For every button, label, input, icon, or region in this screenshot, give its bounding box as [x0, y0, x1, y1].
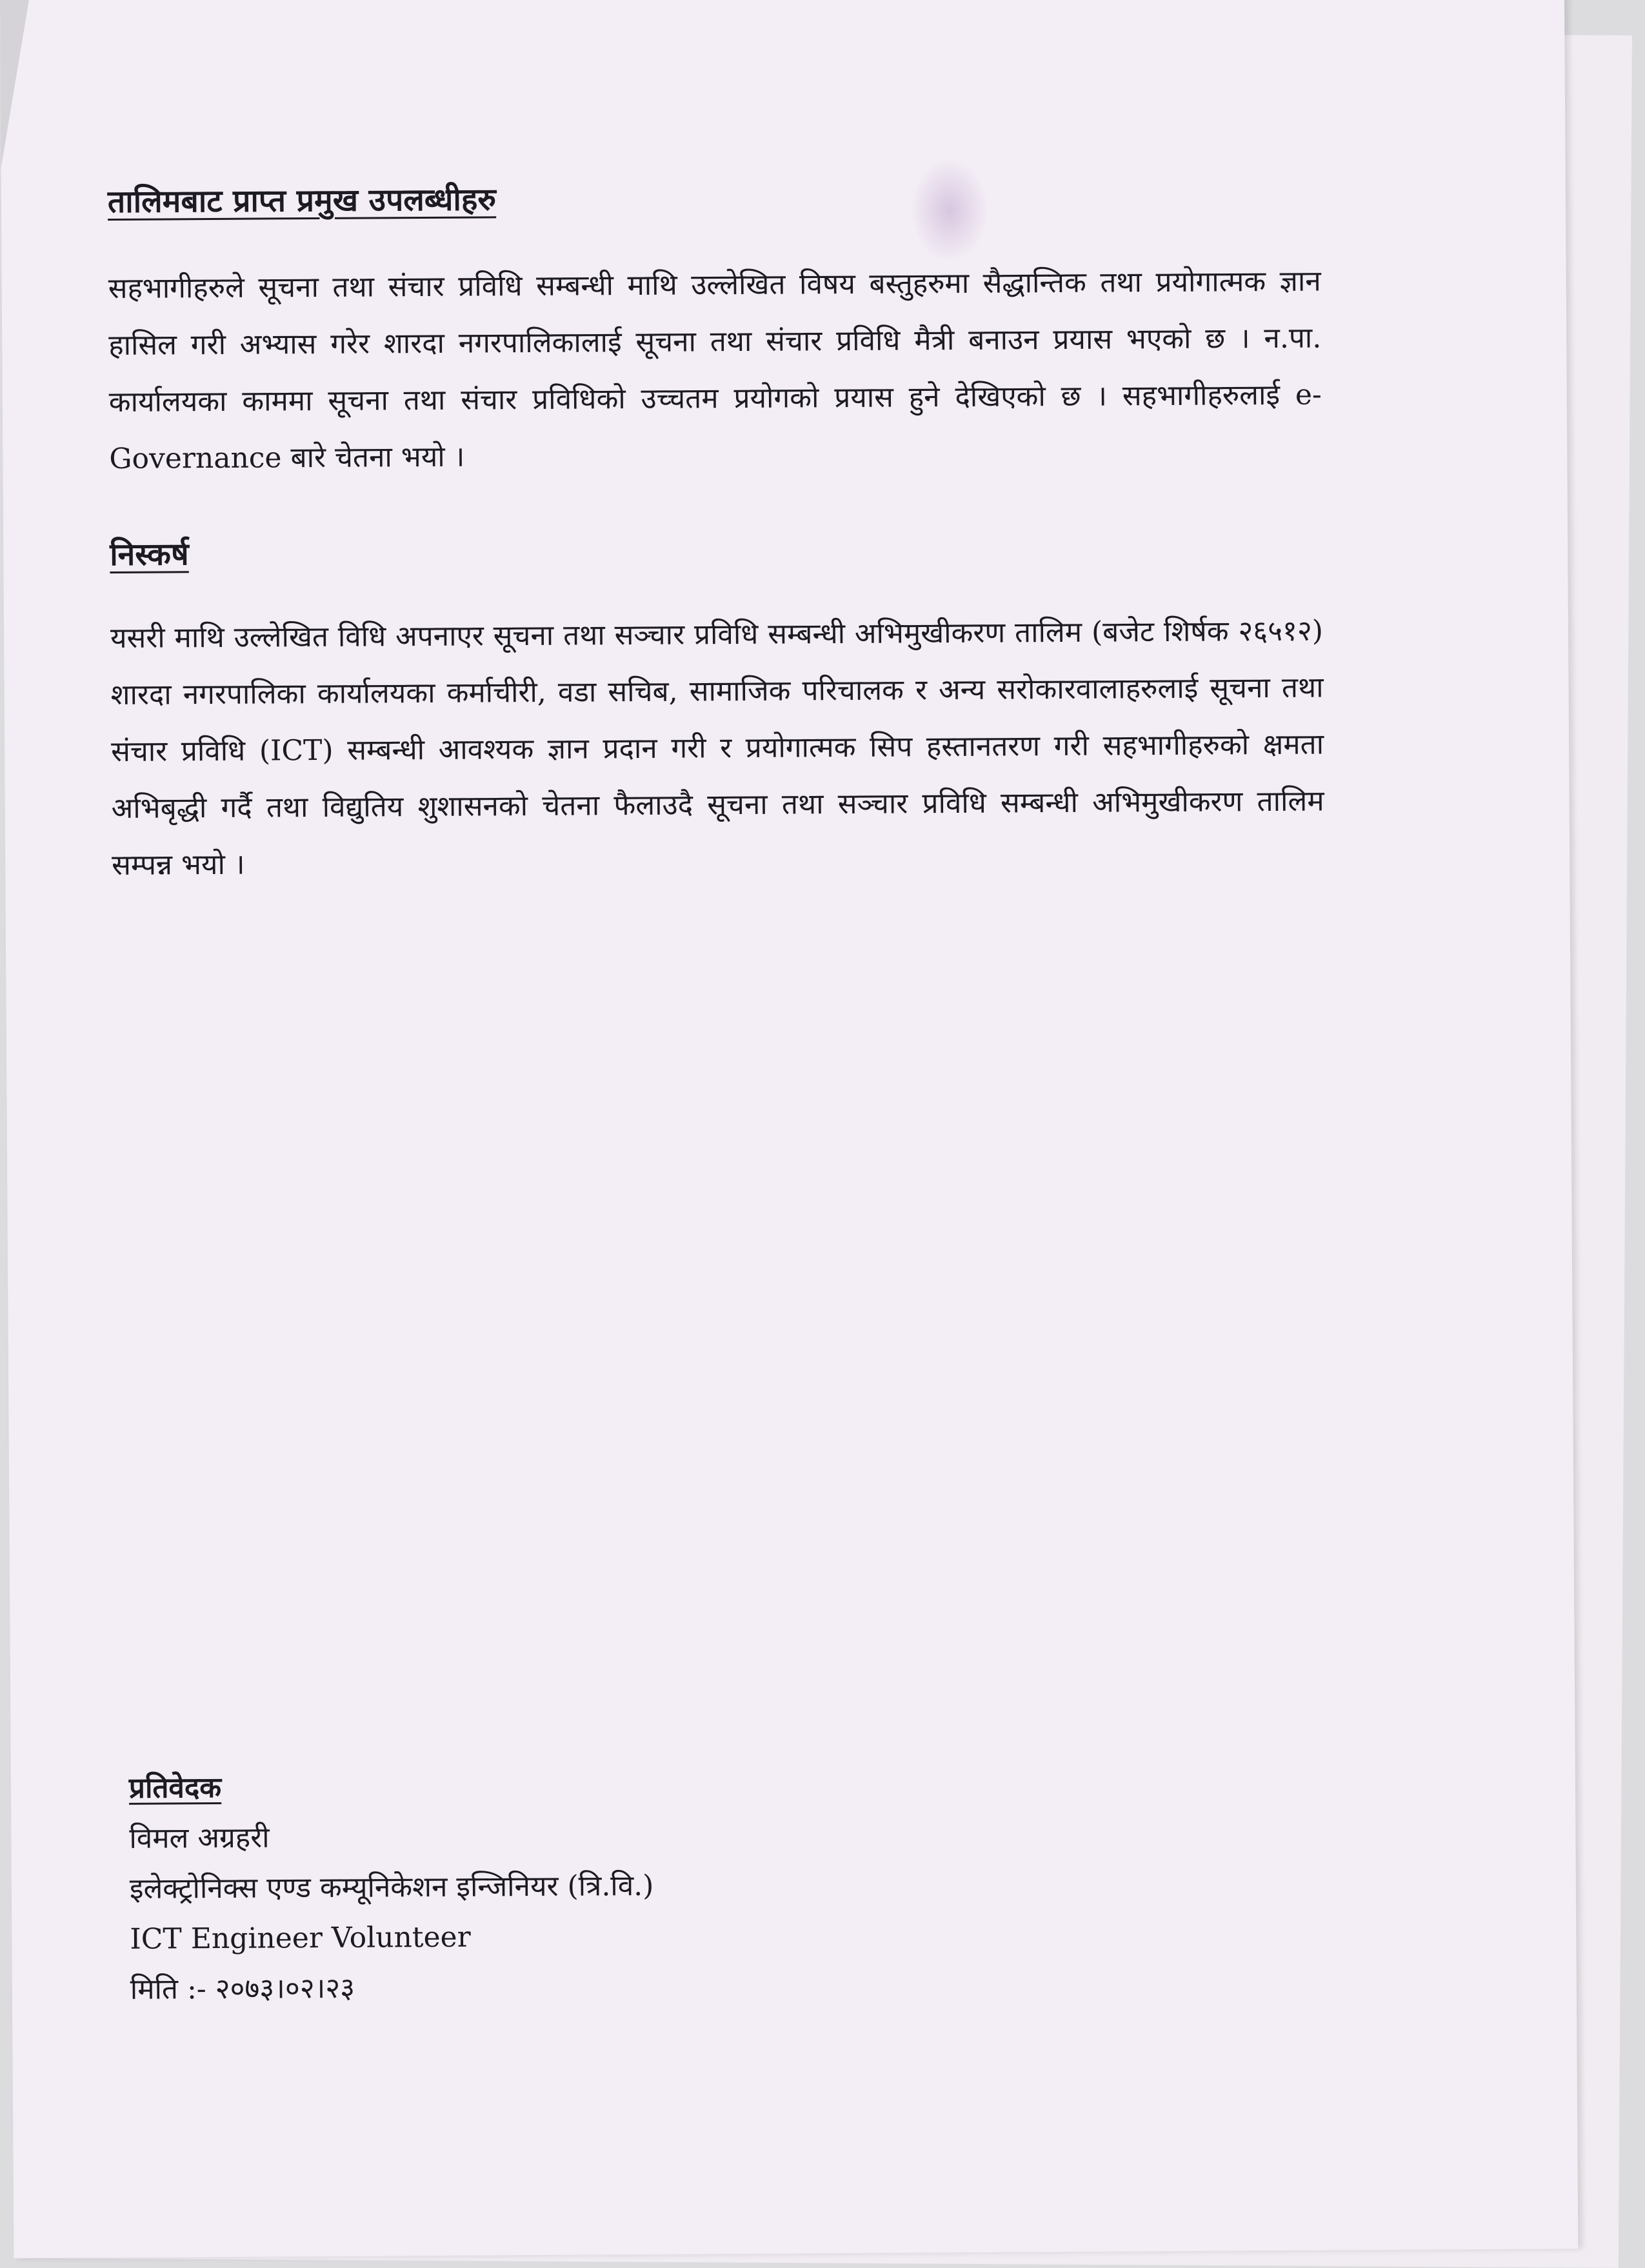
section-heading-conclusion: निस्कर्ष: [110, 536, 189, 573]
report-date: मिति :- २०७३।०२।२३: [130, 1971, 355, 2006]
reporter-role: ICT Engineer Volunteer: [130, 1920, 471, 1956]
achievements-paragraph: सहभागीहरुले सूचना तथा संचार प्रविधि सम्बन्धी माथि उल्लेखित विषय बस्तुहरुमा सैद्धान्तिक तथा प्रयोगात्मक ज्ञान हासिल गरी अभ्यास गरेर शारदा नगरपालिकालाई सूचना तथा संचार प्रविधि मैत्री बनाउन प्रयास भएको छ । न.पा. कार्यालयका काममा सूचना तथा संचार प्रविधिको उच्चतम प्रयोगको प्रयास हुने देखिएको छ । सहभागीहरुलाई e-Governance बारे चेतना भयो ।: [108, 264, 1322, 475]
page-corner-fold: [0, 0, 30, 168]
conclusion-paragraph: यसरी माथि उल्लेखित विधि अपनाएर सूचना तथा सञ्चार प्रविधि सम्बन्धी अभिमुखीकरण तालिम (बजेट शिर्षक २६५१२) शारदा नगरपालिका कार्यालयका कर्माचीरी, वडा सचिब, सामाजिक परिचालक र अन्य सरोकारवालाहरुलाई सूचना तथा संचार प्रविधि (ICT) सम्बन्धी आवश्यक ज्ञान प्रदान गरी र प्रयोगात्मक सिप हस्तानतरण गरी सहभागीहरुको क्षमता अभिबृद्धी गर्दै तथा विद्युतिय शुशासनको चेतना फैलाउदै सूचना तथा सञ्चार प्रविधि सम्बन्धी अभिमुखीकरण तालिम सम्पन्न भयो ।: [110, 614, 1324, 882]
reporter-name: विमल अग्रहरी: [129, 1821, 270, 1855]
reporter-heading: प्रतिवेदक: [128, 1771, 222, 1805]
reporter-qualification: इलेक्ट्रोनिक्स एण्ड कम्यूनिकेशन इन्जिनियर (त्रि.वि.): [129, 1869, 654, 1905]
signature-block: [129, 1760, 655, 2015]
section-heading-achievements: तालिमबाट प्राप्त प्रमुख उपलब्धीहरु: [107, 181, 497, 220]
document-body: [108, 173, 1325, 894]
